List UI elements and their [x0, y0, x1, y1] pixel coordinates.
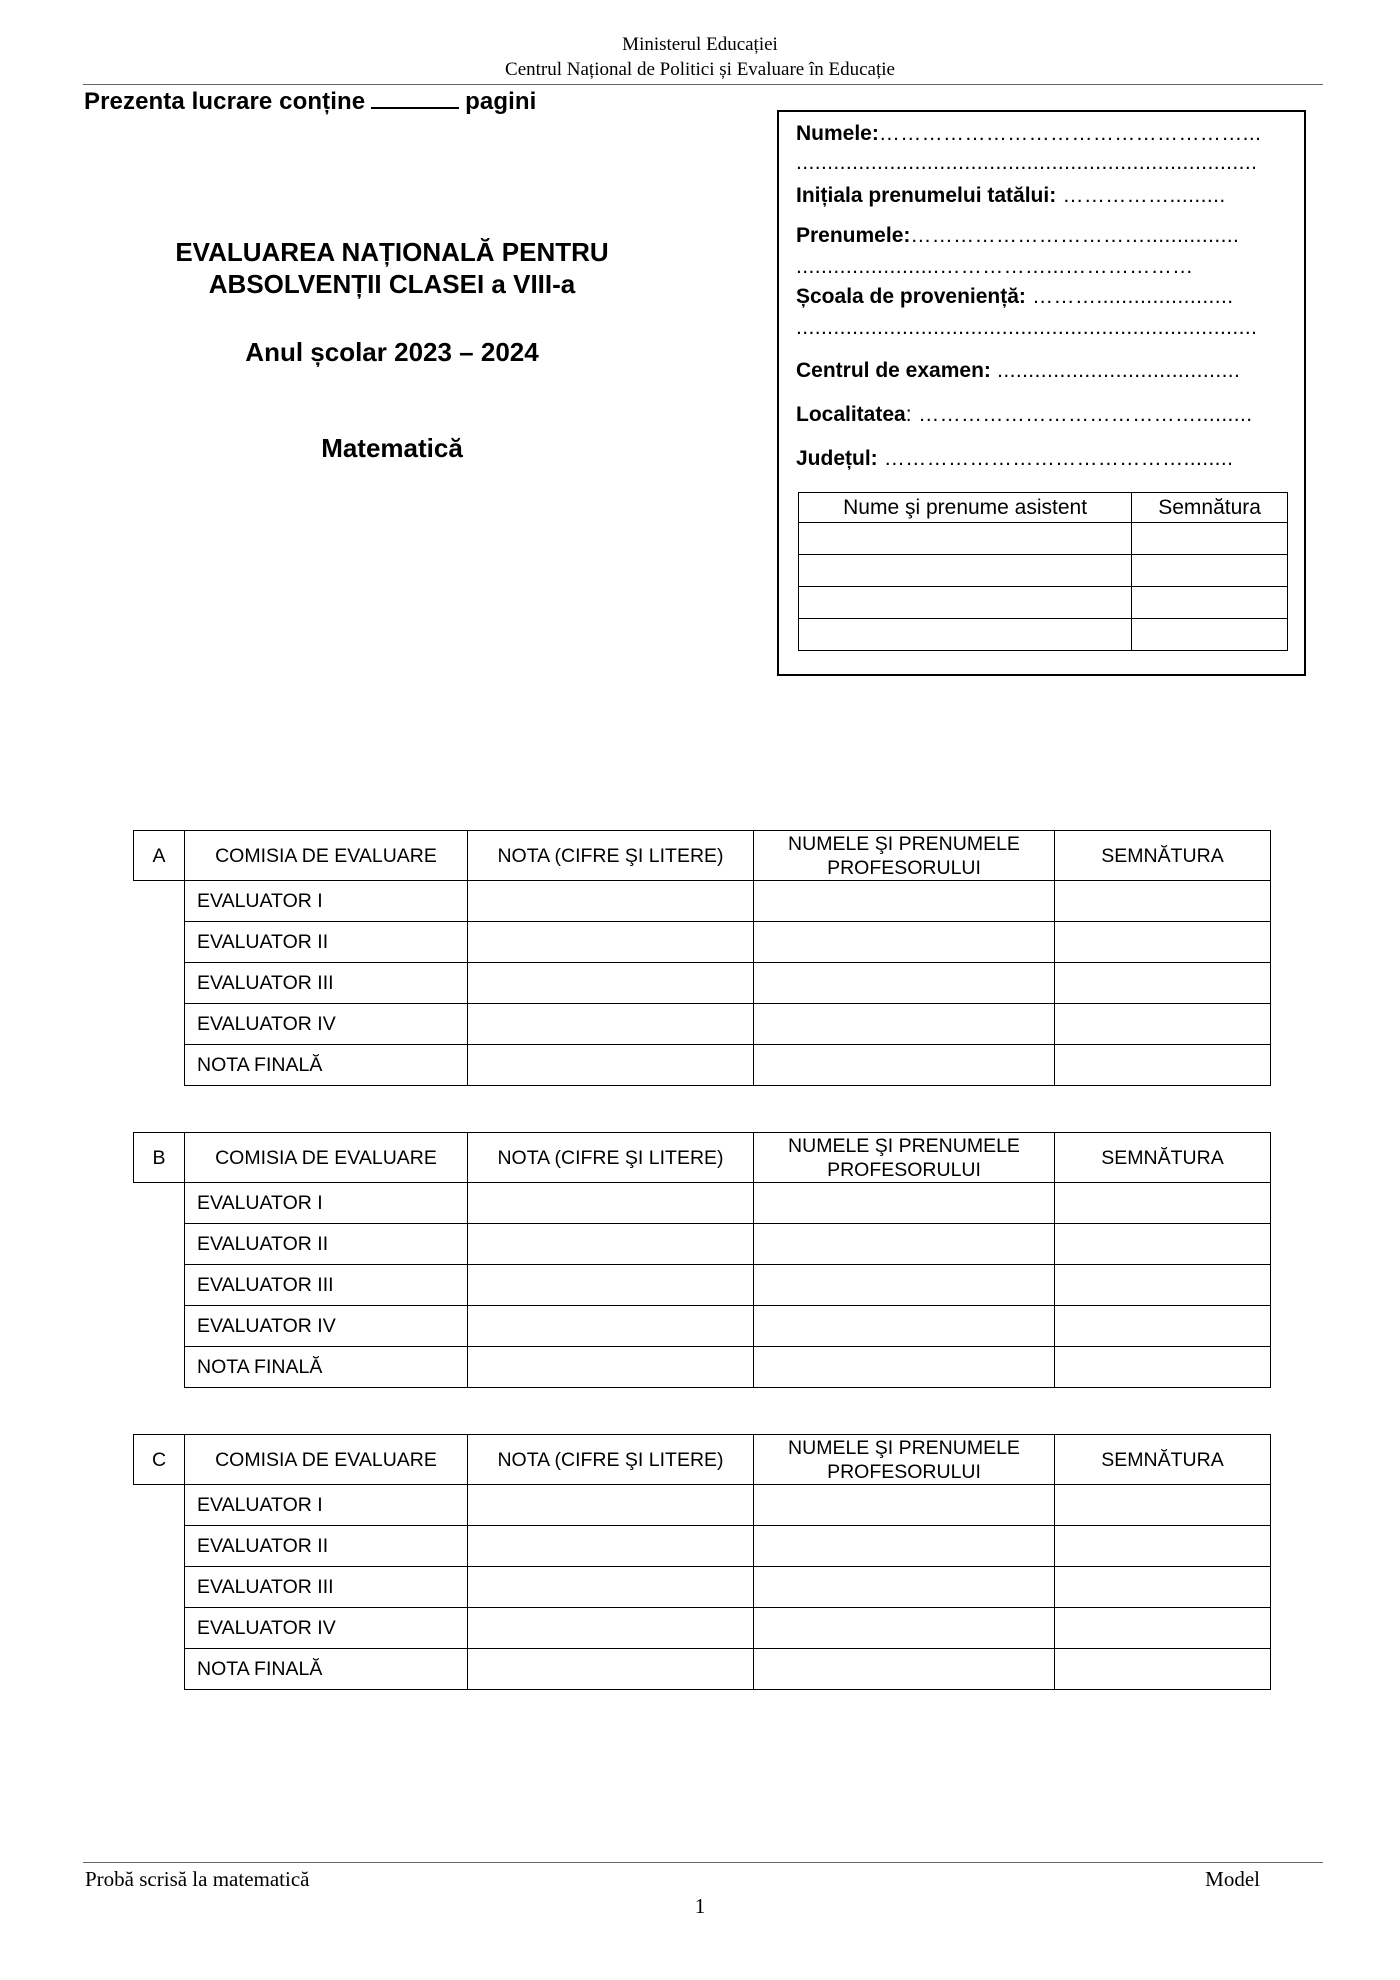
grade-header: NOTA (CIFRE ŞI LITERE) [468, 1435, 754, 1485]
assistant-signature-cell[interactable] [1132, 619, 1288, 651]
signature-cell[interactable] [1055, 1265, 1271, 1306]
commission-letter: A [134, 831, 185, 881]
grade-header: NOTA (CIFRE ŞI LITERE) [468, 831, 754, 881]
subject-title: Matematică [321, 433, 463, 463]
exam-title-line1: EVALUAREA NAȚIONALĂ PENTRU [175, 237, 609, 267]
name-field-line2[interactable]: .......................................................................... [796, 151, 1258, 174]
grade-cell[interactable] [468, 1485, 754, 1526]
grade-cell[interactable] [468, 1347, 754, 1388]
assistant-name-cell[interactable] [799, 555, 1132, 587]
assistant-name-cell[interactable] [799, 619, 1132, 651]
pages-notice-before: Prezenta lucrare conține [84, 88, 366, 115]
pages-notice [84, 87, 536, 116]
assistant-signature-cell[interactable] [1132, 587, 1288, 619]
father-initial-field[interactable]: Inițiala prenumelui tatălui: ……………......... [796, 184, 1226, 207]
assistant-signature-cell[interactable] [1132, 523, 1288, 555]
commission-header: COMISIA DE EVALUARE [185, 1435, 468, 1485]
evaluator-label: EVALUATOR IV [185, 1004, 468, 1045]
assistant-name-header: Nume şi prenume asistent [799, 493, 1132, 523]
school-year: Anul școlar 2023 – 2024 [245, 337, 539, 367]
teacher-name-header: NUMELE ŞI PRENUMELE PROFESORULUI [754, 1133, 1055, 1183]
name-field[interactable]: Numele:……………………………………………... [796, 122, 1262, 145]
teacher-name-cell[interactable] [754, 1608, 1055, 1649]
locality-field[interactable]: Localitatea: …………………………………......... [796, 403, 1253, 426]
grade-cell[interactable] [468, 1183, 754, 1224]
evaluator-label: EVALUATOR I [185, 1485, 468, 1526]
signature-header: SEMNĂTURA [1055, 1133, 1271, 1183]
county-field[interactable]: Județul: ……………………………………........ [796, 447, 1234, 470]
signature-cell[interactable] [1055, 1347, 1271, 1388]
commission-table-a [133, 830, 1271, 1086]
school-field[interactable]: Școala de proveniență: ………...................... [796, 285, 1234, 308]
grade-cell[interactable] [468, 1224, 754, 1265]
footer-exam-name: Probă scrisă la matematică [85, 1867, 310, 1891]
signature-cell[interactable] [1055, 1608, 1271, 1649]
teacher-name-header: NUMELE ŞI PRENUMELE PROFESORULUI [754, 1435, 1055, 1485]
evaluator-label: EVALUATOR III [185, 1265, 468, 1306]
footer-model-label: Model [1205, 1867, 1260, 1891]
evaluator-label: EVALUATOR II [185, 1526, 468, 1567]
signature-cell[interactable] [1055, 1485, 1271, 1526]
header-ministry: Ministerul Educației [622, 34, 778, 55]
teacher-name-cell[interactable] [754, 1649, 1055, 1690]
signature-cell[interactable] [1055, 963, 1271, 1004]
signature-header: SEMNĂTURA [1055, 831, 1271, 881]
grade-cell[interactable] [468, 1306, 754, 1347]
signature-cell[interactable] [1055, 1526, 1271, 1567]
assistant-table [798, 492, 1288, 651]
commission-table-c [133, 1434, 1271, 1690]
signature-header: SEMNĂTURA [1055, 1435, 1271, 1485]
teacher-name-cell[interactable] [754, 1347, 1055, 1388]
pages-notice-after: pagini [465, 88, 537, 115]
teacher-name-cell[interactable] [754, 1526, 1055, 1567]
evaluator-label: EVALUATOR I [185, 881, 468, 922]
assistant-signature-header: Semnătura [1132, 493, 1288, 523]
teacher-name-cell[interactable] [754, 1183, 1055, 1224]
teacher-name-cell[interactable] [754, 1045, 1055, 1086]
signature-cell[interactable] [1055, 1004, 1271, 1045]
teacher-name-cell[interactable] [754, 1567, 1055, 1608]
header-center: Centrul Național de Politici și Evaluare în Educație [505, 59, 895, 80]
commission-table-b [133, 1132, 1271, 1388]
evaluator-label: EVALUATOR I [185, 1183, 468, 1224]
commission-header: COMISIA DE EVALUARE [185, 1133, 468, 1183]
evaluator-label: EVALUATOR IV [185, 1306, 468, 1347]
evaluator-label: EVALUATOR III [185, 1567, 468, 1608]
school-field-line2[interactable]: .......................................................................... [796, 316, 1258, 339]
signature-cell[interactable] [1055, 1306, 1271, 1347]
grade-cell[interactable] [468, 963, 754, 1004]
assistant-name-cell[interactable] [799, 587, 1132, 619]
page-number: 1 [694, 1894, 706, 1918]
signature-cell[interactable] [1055, 1224, 1271, 1265]
header-rule [83, 84, 1323, 85]
teacher-name-cell[interactable] [754, 881, 1055, 922]
teacher-name-header: NUMELE ŞI PRENUMELE PROFESORULUI [754, 831, 1055, 881]
signature-cell[interactable] [1055, 922, 1271, 963]
signature-cell[interactable] [1055, 1045, 1271, 1086]
evaluator-label: EVALUATOR II [185, 1224, 468, 1265]
grade-cell[interactable] [468, 1649, 754, 1690]
grade-cell[interactable] [468, 1567, 754, 1608]
final-grade-label: NOTA FINALĂ [185, 1649, 468, 1690]
exam-center-field[interactable]: Centrul de examen: ....................................... [796, 359, 1241, 382]
teacher-name-cell[interactable] [754, 1265, 1055, 1306]
teacher-name-cell[interactable] [754, 963, 1055, 1004]
commission-header: COMISIA DE EVALUARE [185, 831, 468, 881]
grade-cell[interactable] [468, 1265, 754, 1306]
signature-cell[interactable] [1055, 881, 1271, 922]
commission-letter: B [134, 1133, 185, 1183]
grade-cell[interactable] [468, 922, 754, 963]
evaluator-label: EVALUATOR IV [185, 1608, 468, 1649]
firstname-field-line2[interactable]: .......................……………...……………… [796, 255, 1194, 278]
signature-cell[interactable] [1055, 1183, 1271, 1224]
teacher-name-cell[interactable] [754, 1004, 1055, 1045]
grade-cell[interactable] [468, 881, 754, 922]
teacher-name-cell[interactable] [754, 1306, 1055, 1347]
signature-cell[interactable] [1055, 1649, 1271, 1690]
exam-title-line2: ABSOLVENȚII CLASEI a VIII-a [208, 269, 576, 299]
evaluator-label: EVALUATOR II [185, 922, 468, 963]
final-grade-label: NOTA FINALĂ [185, 1045, 468, 1086]
grade-cell[interactable] [468, 1045, 754, 1086]
candidate-id-box [777, 110, 1306, 676]
footer-rule [83, 1862, 1323, 1863]
grade-cell[interactable] [468, 1608, 754, 1649]
grade-cell[interactable] [468, 1004, 754, 1045]
signature-cell[interactable] [1055, 1567, 1271, 1608]
teacher-name-cell[interactable] [754, 1224, 1055, 1265]
teacher-name-cell[interactable] [754, 1485, 1055, 1526]
teacher-name-cell[interactable] [754, 922, 1055, 963]
assistant-signature-cell[interactable] [1132, 555, 1288, 587]
firstname-field[interactable]: Prenumele:……………………………............... [796, 224, 1240, 247]
commission-letter: C [134, 1435, 185, 1485]
final-grade-label: NOTA FINALĂ [185, 1347, 468, 1388]
evaluator-label: EVALUATOR III [185, 963, 468, 1004]
assistant-name-cell[interactable] [799, 523, 1132, 555]
grade-header: NOTA (CIFRE ŞI LITERE) [468, 1133, 754, 1183]
grade-cell[interactable] [468, 1526, 754, 1567]
pages-count-blank[interactable] [371, 87, 459, 109]
